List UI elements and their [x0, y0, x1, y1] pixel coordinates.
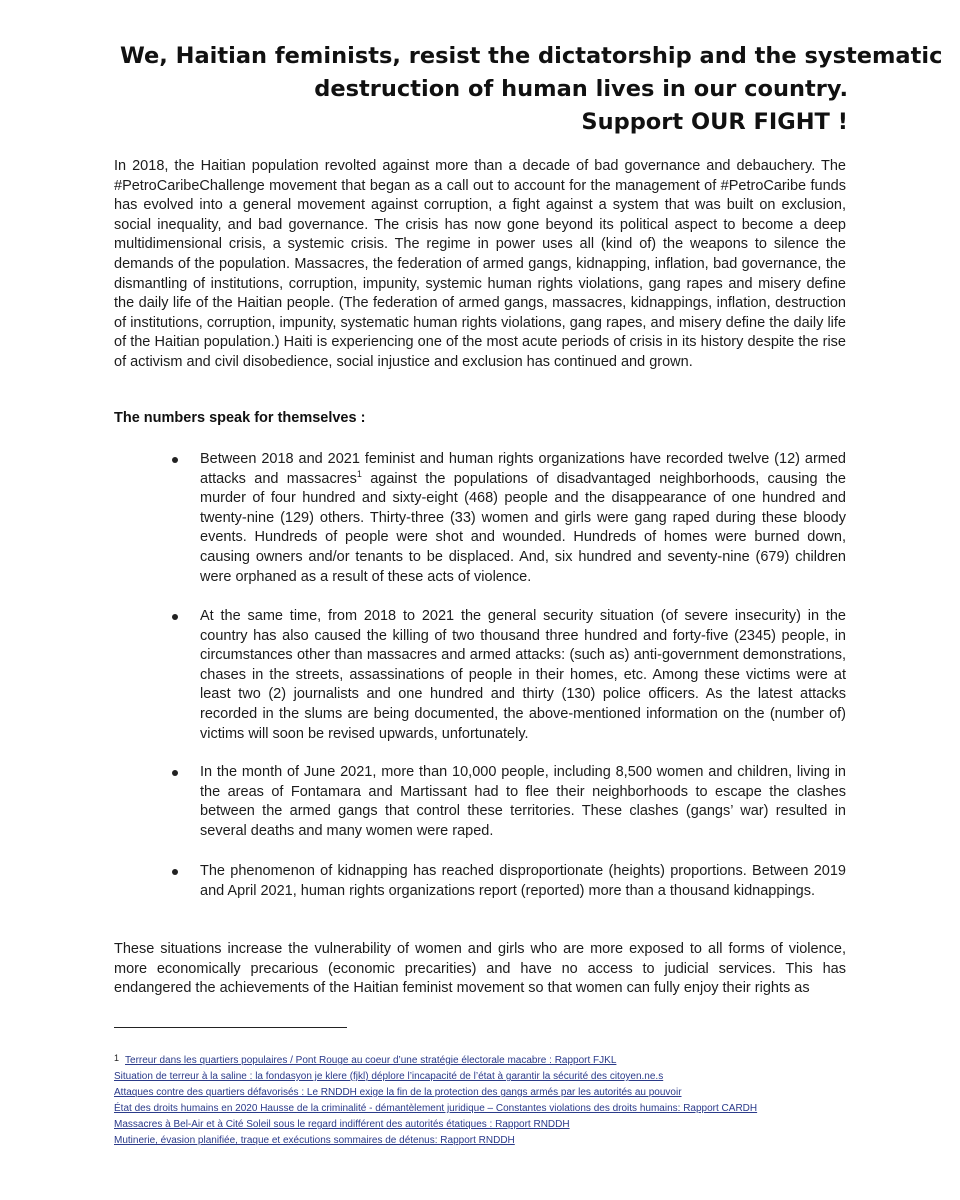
footnotes	[114, 1050, 854, 1149]
document-title	[120, 40, 943, 139]
footnote-reference[interactable]: 1	[356, 468, 362, 479]
intro-paragraph: In 2018, the Haitian population revolted against more than a decade of bad governance and debauchery. The #PetroCaribeChallenge movement that began as a call out to account for the management of #PetroCaribe funds has evolved into a general movement against corruption, a fight against a system that was built on exclusion, social inequality, and bad governance. The crisis has now gone beyond its political aspect to become a deep multidimensional crisis, a systemic crisis. The regime in power uses all (kind of) the weapons to silence the demands of the population. Massacres, the federation of armed gangs, kidnapping, inflation, bad governance, the dismantling of institutions, corruption, impunity, systemic human rights violations, gang rapes and misery define the daily life of the Haitian people. (The federation of armed gangs, massacres, kidnappings, inflation, destruction of institutions, corruption, impunity, systematic human rights violations, gang rapes, and misery define the daily life of the Haitian population.) Haiti is experiencing one of the most acute periods of crisis in its history despite the rise of activism and civil disobedience, social injustice and exclusion has continued and grown.	[114, 158, 846, 370]
footnote-link[interactable]: État des droits humains en 2020 Hausse de la criminalité - démantèlement juridique – Constantes violations des droits humains: Rapport CARDH	[114, 1103, 758, 1114]
title-line-1: We, Haitian feminists, resist the dictatorship and the systematic	[120, 43, 943, 69]
footnote-line	[114, 1069, 854, 1085]
bullet-dot	[172, 457, 178, 463]
bullet-text: against the populations of disadvantaged neighborhoods, causing the murder of four hundred and sixty-eight (468) people and the disappearance of one hundred and twenty-nine (129) others. Thirty-three (33) women and girls were gang raped during these bloody events. Hundreds of people were shot and wounded. Hundreds of homes were burned down, causing owners and/or tenants to be displaced. And, six hundred and seventy-nine (679) children were orphaned as a result of these acts of violence.	[200, 470, 846, 585]
footnote-link[interactable]: Attaques contre des quartiers défavorisés : Le RNDDH exige la fin de la protection des gangs armés par les autorités au pouvoir	[114, 1087, 682, 1098]
footnote-line	[114, 1133, 854, 1149]
footnote-line	[114, 1050, 854, 1069]
bullet-item-security: At the same time, from 2018 to 2021 the general security situation (of severe insecurity) in the country has also caused the killing of two thousand three hundred and forty-five (2345) people, in circumstances other than massacres and armed attacks: (such as) anti-government demonstrations, chases in the streets, assassinations of people in their homes, etc. Among these victims were at least two (2) journalists and one hundred and thirty (130) police officers. As the latest attacks recorded in the slums are being documented, the above-mentioned information on the (number of) victims will soon be revised upwards, unfortunately.	[200, 608, 846, 742]
footnote-divider	[114, 1027, 347, 1028]
bullet-text: Between 2018 and 2021 feminist and human rights organizations have recorded twelve (12) armed attacks and massacres	[200, 451, 846, 487]
footnote-line	[114, 1117, 854, 1133]
bullet-dot	[172, 770, 178, 776]
footnote-link[interactable]: Mutinerie, évasion planifiée, traque et exécutions sommaires de détenus: Rapport RNDDH	[114, 1135, 515, 1146]
bullet-dot	[172, 614, 178, 620]
bullet-item-kidnapping: The phenomenon of kidnapping has reached disproportionate (heights) proportions. Between 2019 and April 2021, human rights organizations report (reported) more than a thousand kidnappings.	[200, 863, 846, 899]
bullet-item-displacement: In the month of June 2021, more than 10,000 people, including 8,500 women and children, living in the areas of Fontamara and Martissant had to flee their neighborhoods to escape the clashes between the armed gangs that control these territories. These clashes (gangs’ war) resulted in several deaths and many women were raped.	[200, 764, 846, 839]
footnote-link[interactable]: Terreur dans les quartiers populaires / Pont Rouge au coeur d’une stratégie électorale macabre : Rapport FJKL	[125, 1055, 617, 1066]
footnote-line	[114, 1101, 854, 1117]
footnote-link[interactable]: Massacres à Bel-Air et à Cité Soleil sous le regard indifférent des autorités étatiques : Rapport RNDDH	[114, 1119, 570, 1130]
footnote-number: 1	[114, 1053, 120, 1063]
bullet-dot	[172, 869, 178, 875]
bullet-item-massacres	[200, 450, 846, 587]
footnote-line	[114, 1085, 854, 1101]
footnote-link[interactable]: Situation de terreur à la saline : la fondasyon je klere (fjkl) déplore l’incapacité de l’état à garantir la sécurité des citoyen.ne.s	[114, 1071, 664, 1082]
numbers-heading: The numbers speak for themselves :	[114, 410, 366, 426]
closing-paragraph: These situations increase the vulnerability of women and girls who are more exposed to all forms of violence, more economically precarious (economic precarities) and have no access to judicial services. This has endangered the achievements of the Haitian feminist movement so that women can fully enjoy their rights as	[114, 941, 846, 997]
title-line-2: destruction of human lives in our country.	[314, 76, 848, 102]
title-line-3: Support OUR FIGHT !	[581, 109, 848, 135]
